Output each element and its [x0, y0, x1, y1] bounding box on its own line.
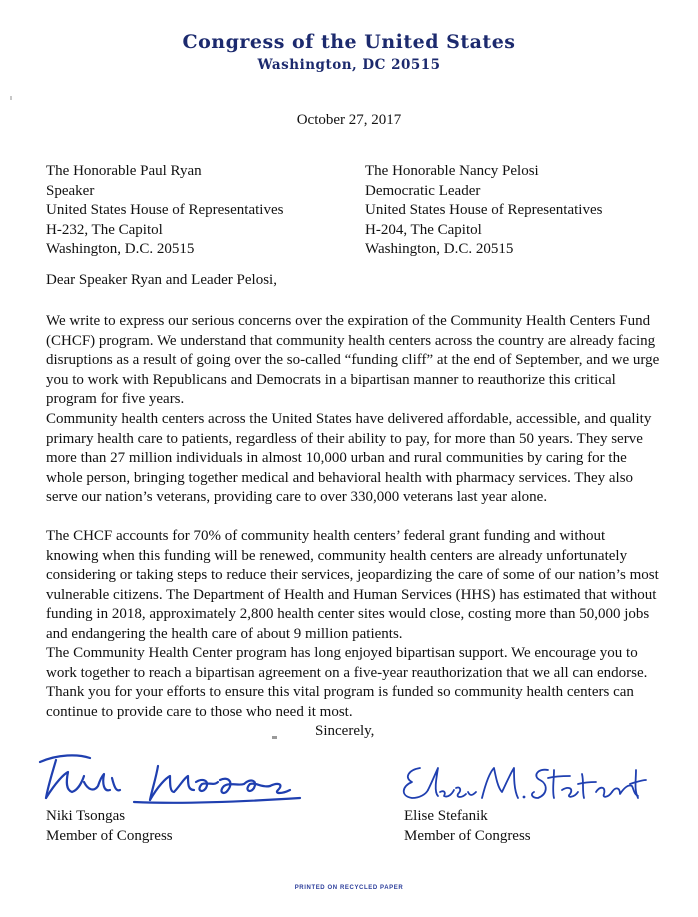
- body-paragraph-3: The CHCF accounts for 70% of community health centers’ federal grant funding and without knowing when this funding will be renewed, community health centers are already unfortunately considering or taking steps to reduce their services, jeopardizing the care of some of our nation’s most vulnerable citizens. The Department of Health and Human Services (HHS) has estimated that without funding in 2018, approximately 2,800 health center sites would close, costing more than 50,000 jobs and endangering the health care of about 9 million patients.: [46, 528, 659, 642]
- body-paragraph-4: The Community Health Center program has long enjoyed bipartisan support. We encourage you to work together to reach a bipartisan agreement on a five-year reauthorization that we all can endorse. Thank you for your efforts to ensure this vital program is funded so community health centers can continue to provide care to those who need it most.: [46, 645, 648, 720]
- signer-block-tsongas: [46, 807, 173, 846]
- recipient-office: H-232, The Capitol: [46, 221, 163, 238]
- recipient-office: H-204, The Capitol: [365, 221, 482, 238]
- body-paragraph-1: We write to express our serious concerns over the expiration of the Community Health Centers Fund (CHCF) program. We understand that community health centers across the country are already facing disruptions as a result of going over the so-called “funding cliff” at the end of September, and we urge you to work with Republicans and Democrats in a bipartisan manner to reauthorize this critical program for five years.: [46, 313, 660, 407]
- signer-name: Elise Stefanik: [404, 808, 488, 824]
- letterhead-subtitle: Washington, DC 20515: [257, 57, 441, 73]
- recipient-org: United States House of Representatives: [365, 202, 603, 218]
- signature-stefanik: [398, 762, 648, 808]
- signer-name: Niki Tsongas: [46, 808, 126, 824]
- closing: Sincerely,: [315, 723, 375, 739]
- recipient-org: United States House of Representatives: [46, 202, 284, 218]
- salutation: Dear Speaker Ryan and Leader Pelosi,: [46, 272, 277, 288]
- signer-title: Member of Congress: [46, 827, 173, 844]
- recipient-title: Speaker: [46, 182, 95, 199]
- letter-date: October 27, 2017: [296, 112, 402, 128]
- recipient-name: The Honorable Nancy Pelosi: [365, 163, 539, 179]
- recipient-city: Washington, D.C. 20515: [46, 241, 195, 257]
- scan-mark: [10, 96, 12, 100]
- signature-tsongas: [38, 752, 308, 808]
- recipient-title: Democratic Leader: [365, 182, 481, 199]
- recipient-name: The Honorable Paul Ryan: [46, 163, 202, 179]
- recipient-city: Washington, D.C. 20515: [365, 241, 514, 257]
- recipient-address-pelosi: [365, 162, 602, 260]
- scan-mark: [272, 736, 277, 739]
- letterhead-title: Congress of the United States: [182, 31, 516, 53]
- recycled-paper-footer: PRINTED ON RECYCLED PAPER: [294, 885, 404, 891]
- signer-block-stefanik: [404, 807, 531, 846]
- signer-title: Member of Congress: [404, 827, 531, 844]
- recipient-address-ryan: [46, 162, 283, 260]
- body-paragraph-2: Community health centers across the United States have delivered affordable, accessible, and quality primary health care to patients, regardless of their ability to pay, for more than 50 years. They serve more than 27 million individuals in almost 10,000 urban and rural communities by caring for the whole person, bringing together medical and behavioral health with pharmacy services. They also serve our nation’s veterans, providing care to over 330,000 veterans last year alone.: [46, 411, 652, 505]
